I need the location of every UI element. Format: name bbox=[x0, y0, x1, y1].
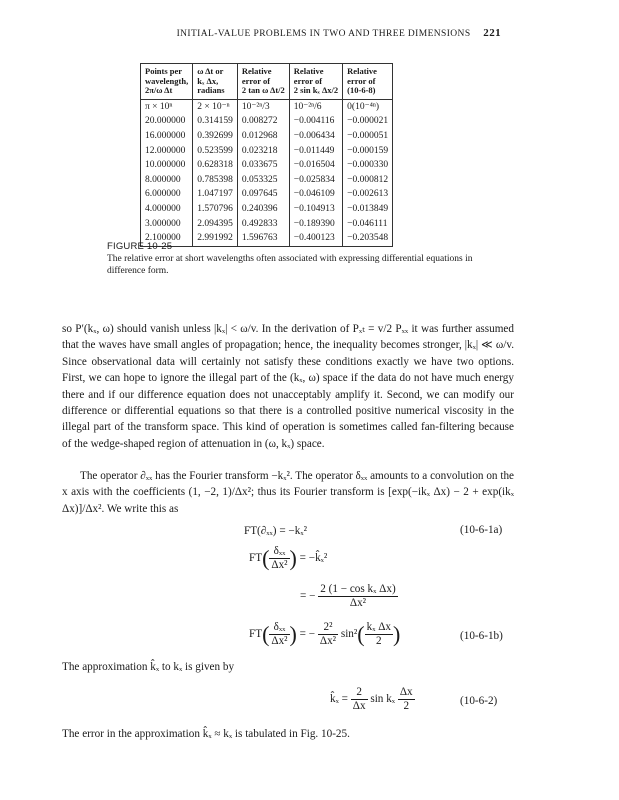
error-sentence: The error in the approximation k̂ₓ ≈ kₓ is tabulated in Fig. 10-25. bbox=[62, 728, 350, 740]
table-column-header: Points per wavelength, 2π/ω Δt bbox=[141, 64, 193, 100]
table-cell: 0.097645 bbox=[237, 187, 289, 202]
table-cell: −0.013849 bbox=[343, 202, 393, 217]
table-cell: −0.016504 bbox=[289, 158, 342, 173]
ft-symbol: FT bbox=[249, 552, 263, 565]
cos-fraction: $\frac{\text{2 (1 − cos kₓ Δx)}}{\text{Δx²}}$ bbox=[320, 583, 396, 609]
table-row bbox=[141, 99, 393, 114]
table-cell: 1.570796 bbox=[193, 202, 238, 217]
header-title: INITIAL-VALUE PROBLEMS IN TWO AND THREE DIMENSIONS bbox=[176, 29, 471, 39]
table-cell: −0.000021 bbox=[343, 114, 393, 129]
table-cell: 0.628318 bbox=[193, 158, 238, 173]
table-cell: −0.011449 bbox=[289, 144, 342, 159]
table-cell: 2.991992 bbox=[193, 231, 238, 246]
table-cell: π × 10ⁿ bbox=[141, 99, 193, 114]
table-cell: 2.100000 bbox=[141, 231, 193, 246]
table-column-header: Relative error of (10-6-8) bbox=[343, 64, 393, 100]
table-row bbox=[141, 144, 393, 159]
table-cell: −0.046111 bbox=[343, 217, 393, 232]
figure-table bbox=[140, 63, 393, 247]
equation-10-6-1b: FT( $\frac{\text{δₓₓ}}{\text{Δx²}}$ ) = − $\frac{\text{2²}}{\text{Δx²}}$ sin²( $\frac{\text{kₓ Δx}}{2}$ ) bbox=[249, 621, 401, 647]
table-cell: 16.000000 bbox=[141, 129, 193, 144]
running-header bbox=[70, 27, 501, 39]
table-cell: 4.000000 bbox=[141, 202, 193, 217]
paragraph-fan-filtering: so P′(kₓ, ω) should vanish unless |kₓ| < ω/v. In the derivation of Pₓₜ = v/2 Pₓₓ it was further assumed that the waves have small angles of propagation; hence, the inequality becomes stronger, |kₓ| ≪ ω/v. Since observational data will certainly not satisfy these conditions exactly we have two options. First, we can hope to ignore the illegal part of the (kₓ, ω) space if the data do not have much energy there and if our difference equation does not unacceptably amplify it. Second, we can modify our difference or differential equations so that there is a controlled positive numerical viscosity in the illegal part of the transform space. This kind of operation is sometimes called fan-filtering because of the wedge-shaped region of attenuation in (ω, kₓ) space. bbox=[62, 323, 514, 450]
equation-10-6-2: k̂ₓ = $\frac{2}{\Delta x}$ sin kₓ $\frac{\Delta x}{2}$ bbox=[330, 686, 413, 712]
equation-ft-delta-hat: FT( $\frac{\text{δₓₓ}}{\text{Δx²}}$ ) = −k̂ₓ² bbox=[249, 545, 328, 571]
table-cell: −0.000330 bbox=[343, 158, 393, 173]
table-cell: 0.023218 bbox=[237, 144, 289, 159]
equation-label-10-6-1a: (10-6-1a) bbox=[460, 524, 503, 536]
table-cell: 2.094395 bbox=[193, 217, 238, 232]
table-row bbox=[141, 114, 393, 129]
table-cell: 0.492833 bbox=[237, 217, 289, 232]
approximation-sentence: The approximation k̂ₓ to kₓ is given by bbox=[62, 661, 235, 673]
equation-cos-form: = − $\frac{\text{2 (1 − cos kₓ Δx)}}{\text{Δx²}}$ bbox=[300, 583, 396, 609]
table-cell: −0.004116 bbox=[289, 114, 342, 129]
table-cell: −0.104913 bbox=[289, 202, 342, 217]
table-cell: 0.012968 bbox=[237, 129, 289, 144]
figure-caption-text: The relative error at short wavelengths often associated with expressing differential equations in difference form. bbox=[107, 254, 473, 276]
table-cell: 10⁻²ⁿ/3 bbox=[237, 99, 289, 114]
table-cell: 12.000000 bbox=[141, 144, 193, 159]
equation-label-10-6-2: (10-6-2) bbox=[460, 695, 498, 707]
table-row bbox=[141, 187, 393, 202]
figure-label: FIGURE 10-25 bbox=[107, 241, 173, 252]
table-column-header: Relative error of 2 sin kₓ Δx/2 bbox=[289, 64, 342, 100]
table-cell: 8.000000 bbox=[141, 173, 193, 188]
table-cell: −0.046109 bbox=[289, 187, 342, 202]
table-cell: −0.000812 bbox=[343, 173, 393, 188]
table-cell: 1.596763 bbox=[237, 231, 289, 246]
table-cell: −0.000159 bbox=[343, 144, 393, 159]
table-header-row bbox=[141, 64, 393, 100]
table-row bbox=[141, 217, 393, 232]
table-cell: −0.006434 bbox=[289, 129, 342, 144]
equation-rhs-khat: = −k̂ₓ² bbox=[299, 552, 328, 565]
table-body bbox=[141, 99, 393, 246]
delta-over-dx2: $\frac{\text{δₓₓ}}{\text{Δx²}}$ bbox=[271, 545, 288, 571]
table-column-header: ω Δt or kₓ Δx, radians bbox=[193, 64, 238, 100]
figure-caption bbox=[107, 241, 512, 277]
table-row bbox=[141, 158, 393, 173]
table-cell: 20.000000 bbox=[141, 114, 193, 129]
table-cell: −0.189390 bbox=[289, 217, 342, 232]
table-cell: 2 × 10⁻ⁿ bbox=[193, 99, 238, 114]
table-cell: 0.008272 bbox=[237, 114, 289, 129]
table-cell: −0.203548 bbox=[343, 231, 393, 246]
equation-10-6-1a: FT(∂ₓₓ) = −kₓ² bbox=[244, 525, 307, 537]
table-row bbox=[141, 129, 393, 144]
table-cell: 0.314159 bbox=[193, 114, 238, 129]
table-cell: 0.392699 bbox=[193, 129, 238, 144]
table-row bbox=[141, 202, 393, 217]
table-column-header: Relative error of 2 tan ω Δt/2 bbox=[237, 64, 289, 100]
equation-label-10-6-1b: (10-6-1b) bbox=[460, 630, 503, 642]
table-cell: 10.000000 bbox=[141, 158, 193, 173]
table-cell: 1.047197 bbox=[193, 187, 238, 202]
table-cell: 3.000000 bbox=[141, 217, 193, 232]
table-cell: 0(10⁻⁴ⁿ) bbox=[343, 99, 393, 114]
table-cell: 10⁻²ⁿ/6 bbox=[289, 99, 342, 114]
table-cell: −0.025834 bbox=[289, 173, 342, 188]
paragraph-fourier-transform: The operator ∂ₓₓ has the Fourier transform −kₓ². The operator δₓₓ amounts to a convolution on the x axis with the coefficients (1, −2, 1)/Δx²; thus its Fourier transform is [exp(−ikₓ Δx) − 2 + exp(ikₓ Δx)]/Δx². We write this as bbox=[62, 470, 514, 515]
page-number: 221 bbox=[483, 27, 501, 39]
table-cell: −0.000051 bbox=[343, 129, 393, 144]
table-row bbox=[141, 173, 393, 188]
table-cell: −0.002613 bbox=[343, 187, 393, 202]
table-cell: 0.240396 bbox=[237, 202, 289, 217]
table-cell: 6.000000 bbox=[141, 187, 193, 202]
table-cell: 0.523599 bbox=[193, 144, 238, 159]
table-cell: 0.033675 bbox=[237, 158, 289, 173]
table-cell: 0.785398 bbox=[193, 173, 238, 188]
table-cell: 0.053325 bbox=[237, 173, 289, 188]
table-cell: −0.400123 bbox=[289, 231, 342, 246]
